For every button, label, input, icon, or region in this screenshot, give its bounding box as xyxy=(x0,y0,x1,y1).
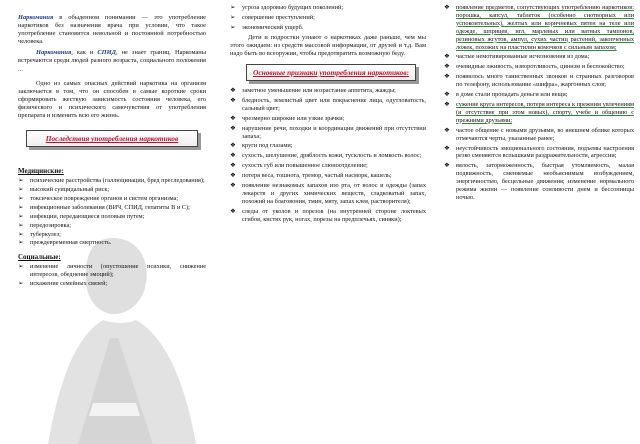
list-item: ❖ частые немотивированные исчезновения из дома; xyxy=(444,53,590,61)
list-item: ➢ инфекции, передающиеся половым путем; xyxy=(18,212,145,220)
diamond-bullet-icon: ❖ xyxy=(230,172,236,180)
consequences-heading: Последствия употребления наркотиков xyxy=(26,130,198,147)
diamond-bullet-icon: ❖ xyxy=(230,87,236,94)
list-item: ❖ частое общение с новыми друзьями, во внешнем облике которых отмечаются черты, указанные ранее; xyxy=(444,126,634,142)
diamond-bullet-icon: ❖ xyxy=(444,100,450,108)
children-paragraph: Дети и подростки узнают о наркотиках даже раньше, чем мы этого ожидаем: из средств массовой информации, от друзей и т.д. Вам надо быть во всеоружии, чтобы предотвратить возможную беду. xyxy=(230,33,426,57)
list-item: ❖ появление предметов, сопутствующих употреблению наркотиков: порошка, капсул, таблеток (особенно снотворных или успокоительных), желтых или коричневых пятен на теле или одежде, шприцев, игл, марлевых или ватных тампонов, резиновых жгутов, ампул, сухих частиц растений, закопченных ложек, похожих на пластилин комочков с сильным запахом; xyxy=(444,4,634,51)
borders-text-2: , не знает границ. Наркоманы встречаются среди людей разного возраста, социального положения ... xyxy=(18,49,207,73)
diamond-bullet-icon: ❖ xyxy=(444,63,450,71)
signs-list xyxy=(230,87,426,224)
arrow-bullet-icon: ➢ xyxy=(18,194,24,202)
arrow-bullet-icon: ➢ xyxy=(18,186,24,194)
arrow-bullet-icon: ➢ xyxy=(18,221,24,229)
arrow-bullet-icon: ➢ xyxy=(18,203,24,211)
list-item: ❖ круги под глазами; xyxy=(230,142,293,150)
consequences-continued-list xyxy=(230,4,426,32)
list-item: ❖ чрезмерно широкие или узкие зрачки; xyxy=(230,114,345,122)
arrow-bullet-icon: ➢ xyxy=(18,280,24,288)
diamond-bullet-icon: ❖ xyxy=(230,124,236,132)
column-left xyxy=(0,0,218,444)
list-item: ❖ очевидные лживость, изворотливость, цинизм и беспокойство; xyxy=(444,63,625,71)
borders-paragraph xyxy=(18,49,206,73)
borders-text-1: , как и xyxy=(71,49,98,57)
list-item: ❖ сухость губ или повышенное слюноотделение; xyxy=(230,162,368,170)
diamond-bullet-icon: ❖ xyxy=(230,152,236,160)
list-item: ➢ экономический ущерб. xyxy=(230,23,304,31)
social-title: Социальные: xyxy=(18,253,61,262)
term-narcomania: Наркомания xyxy=(18,14,54,21)
list-item: ➢ искажение семейных связей; xyxy=(18,280,108,288)
medical-title: Медицинские: xyxy=(18,167,64,176)
list-item: ➢ инфекционные заболевания (ВИЧ, СПИД, гепатиты В и С); xyxy=(18,203,190,211)
list-item: ➢ токсическое повреждение органов и систем организма; xyxy=(18,194,179,202)
list-item: ❖ появилось много таинственных звонков и странных разговоров по телефону, использование «шифра», жаргонных слов; xyxy=(444,73,634,89)
diamond-bullet-icon: ❖ xyxy=(444,126,450,134)
diamond-bullet-icon: ❖ xyxy=(230,96,236,104)
column-middle xyxy=(222,0,432,444)
danger-paragraph: Одно из самых опасных действий наркотика на организм заключается в том, что он способен в самые короткие сроки сформировать жесткую зависимость состояния человека, его физического и психического самочувствия от употребления препарата и изменить всю его жизнь. xyxy=(18,79,206,120)
list-item: ➢ изменение личности (опустошение психики, снижение интересов, обеднение эмоций); xyxy=(18,263,206,279)
list-item: ❖ потеря веса, тошнота, тремор, частый насморк, кашель; xyxy=(230,172,392,180)
list-item: ❖ нарушение речи, походки и координации движений при отсутствии запаха; xyxy=(230,124,426,140)
diamond-bullet-icon: ❖ xyxy=(230,142,236,150)
list-item: ➢ туберкулез; xyxy=(18,230,61,238)
social-list xyxy=(18,263,206,288)
diamond-bullet-icon: ❖ xyxy=(230,162,236,170)
intro-text: в обыденном понимании — это употребление наркотиков без назначения врача при условии, что такое употребление становится невольной и постоянной потребностью человека. xyxy=(18,14,206,46)
list-item: ❖ появление незнакомых запахов изо рта, от волос и одежды (запах лекарств и других химических веществ, сладковатый запах, похожий на благовония, тмин, мяту, запах клея, растворителя); xyxy=(230,182,426,205)
list-item: ➢ угроза здоровью будущих поколений; xyxy=(230,4,344,11)
list-item: ➢ психические расстройства (галлюцинации, бред преследования); xyxy=(18,177,205,185)
diamond-bullet-icon: ❖ xyxy=(444,91,450,99)
diamond-bullet-icon: ❖ xyxy=(444,144,450,152)
column-left-content xyxy=(18,14,206,288)
list-item: ❖ сужение круга интересов, потеря интереса к прежним увлечениям (и отсутствие при этом новых), спорту, учебе и общению с прежними друзьями; xyxy=(444,100,634,124)
column-right xyxy=(436,0,640,444)
arrow-bullet-icon: ➢ xyxy=(18,230,24,238)
list-item: ➢ высокий суицидальный риск; xyxy=(18,186,110,194)
term-aids: СПИД xyxy=(97,49,116,57)
arrow-bullet-icon: ➢ xyxy=(230,13,236,21)
arrow-bullet-icon: ➢ xyxy=(18,239,24,247)
arrow-bullet-icon: ➢ xyxy=(230,4,236,11)
list-item: ➢ совершение преступлений; xyxy=(230,13,315,21)
list-item: ❖ неустойчивость эмоционального состояния, подъемы настроения резко сменяются вспышками раздражительности, агрессии; xyxy=(444,144,634,160)
diamond-bullet-icon: ❖ xyxy=(230,114,236,122)
list-item: ❖ вялость, заторможенность, быстрая утомляемость, малая подвижность, сменяемые необъяснимым возбуждением, энергичностью, бесцельные движения; изменение нормального режима жизни — появление сонливости днем и бессонницы ночью. xyxy=(444,162,634,201)
list-item: ❖ в доме стали пропадать деньги или вещи; xyxy=(444,91,568,99)
term-narcomania-2: Наркомания xyxy=(36,49,72,57)
arrow-bullet-icon: ➢ xyxy=(18,263,24,271)
list-item: ❖ бледность, землистый цвет или покраснение лица, одутловатость, сальный цвет; xyxy=(230,96,426,112)
arrow-bullet-icon: ➢ xyxy=(18,177,24,185)
diamond-bullet-icon: ❖ xyxy=(444,4,450,11)
diamond-bullet-icon: ❖ xyxy=(444,73,450,81)
medical-list xyxy=(18,177,206,247)
list-item: ❖ заметное уменьшение или возрастание аппетита, жажды; xyxy=(230,87,396,94)
diamond-bullet-icon: ❖ xyxy=(230,182,236,190)
arrow-bullet-icon: ➢ xyxy=(230,23,236,31)
diamond-bullet-icon: ❖ xyxy=(444,53,450,61)
list-item: ➢ передозировка; xyxy=(18,221,72,229)
signs-heading: Основные признаки употребления наркотиков: xyxy=(246,64,416,81)
diamond-bullet-icon: ❖ xyxy=(230,207,236,215)
list-item: ➢ преждевременная смертность. xyxy=(18,239,112,247)
list-item: ❖ сухость, шелушение, дряблость кожи, тусклость и ломкость волос; xyxy=(230,152,422,160)
signs-continued-list xyxy=(444,4,634,202)
diamond-bullet-icon: ❖ xyxy=(444,162,450,170)
list-item: ❖ следы от уколов и порезов (на внутренней стороне локтевых сгибов, кистях рук, ногах, порезы на предплечьях, синяки); xyxy=(230,207,426,223)
arrow-bullet-icon: ➢ xyxy=(18,212,24,220)
intro-paragraph xyxy=(18,14,206,46)
